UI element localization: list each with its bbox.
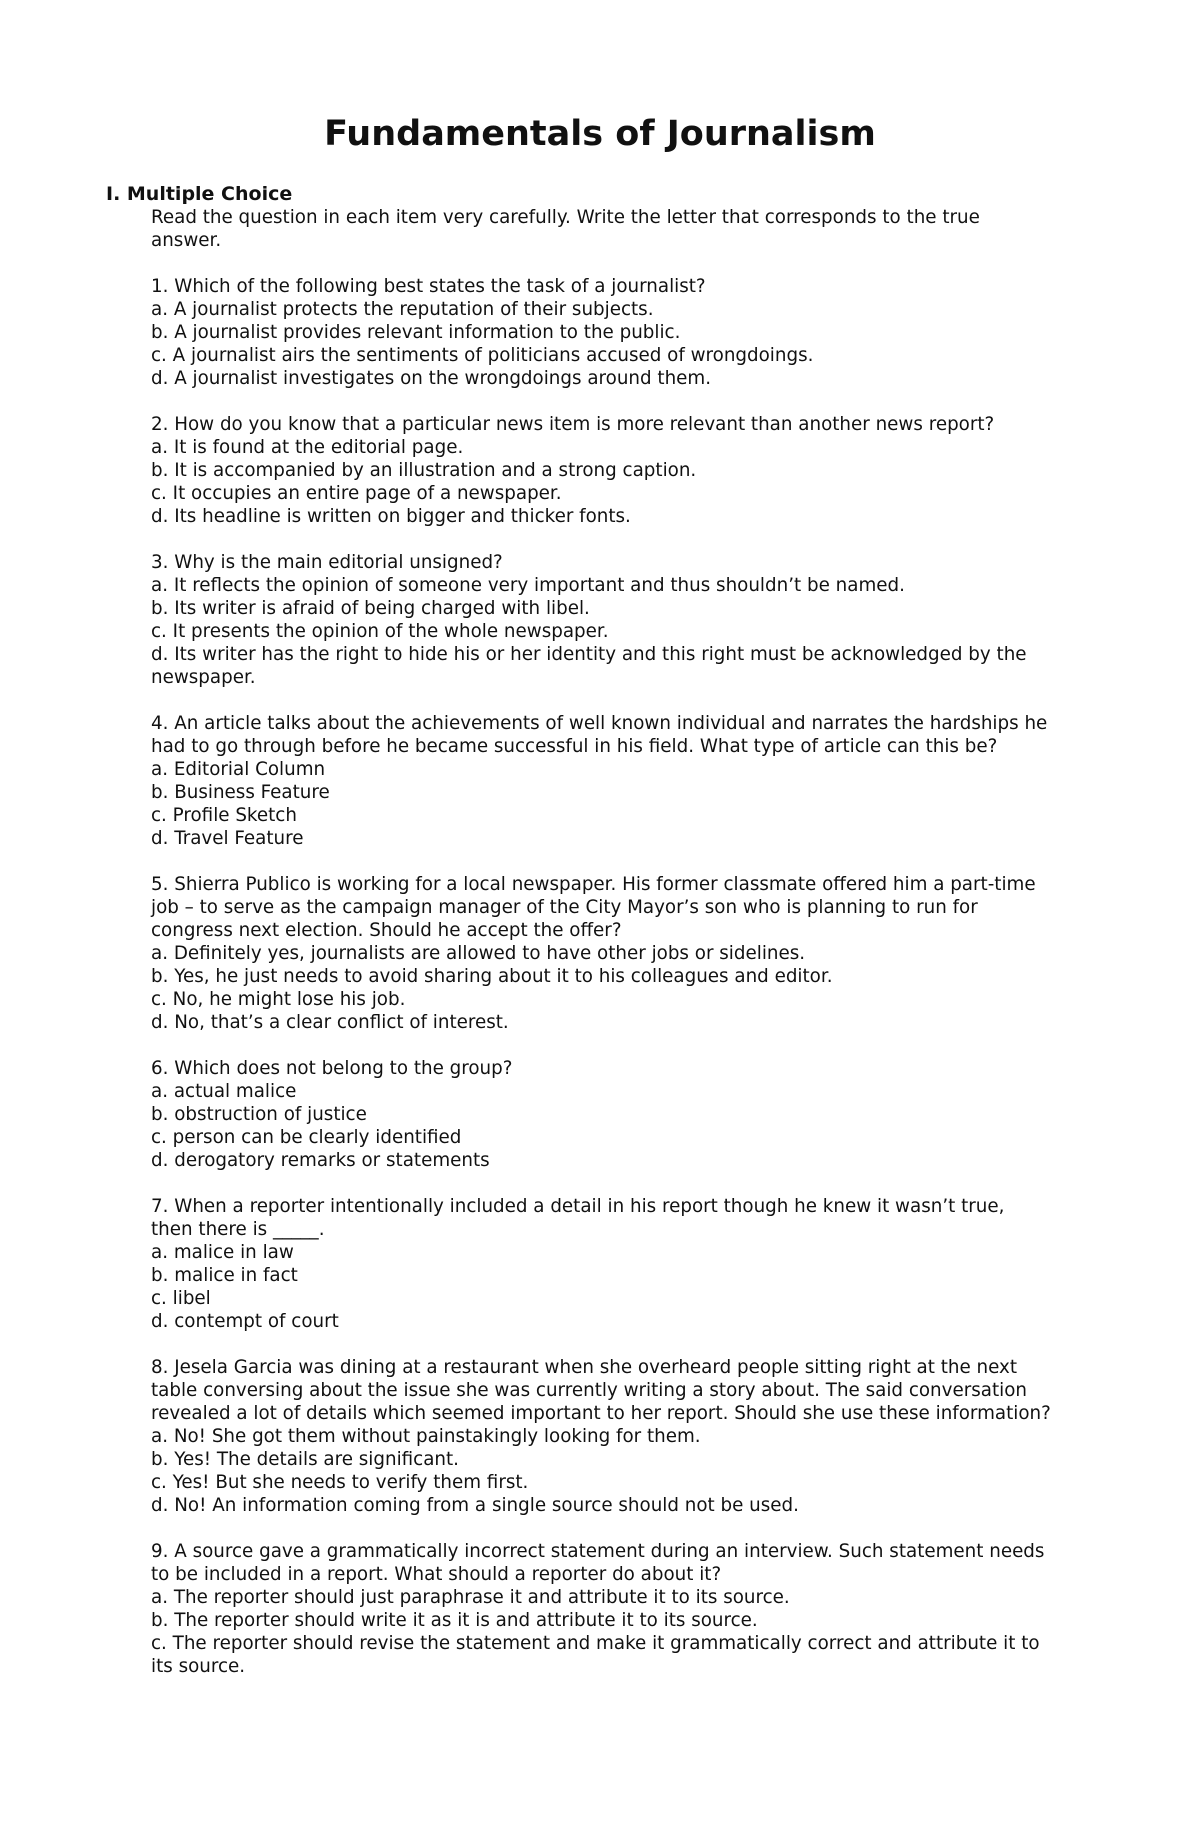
option-b: b. The reporter should write it as it is and attribute it to its source. <box>151 1610 758 1631</box>
option-c: c. Yes! But she needs to verify them first. <box>151 1472 529 1493</box>
question-text: 4. An article talks about the achievements of well known individual and narrates the hardships he had to go through before he became successful in his field. What type of article can this be? <box>151 713 1048 757</box>
question-text: 6. Which does not belong to the group? <box>151 1058 513 1079</box>
question-text: 8. Jesela Garcia was dining at a restaurant when she overheard people sitting right at the next table conversing about the issue she was currently writing a story about. The said conversation revealed a lot of details which seemed important to her report. Should she use these information? <box>151 1357 1051 1424</box>
question-text: 3. Why is the main editorial unsigned? <box>151 552 503 573</box>
option-d: d. No, that’s a clear conflict of interest. <box>151 1012 509 1033</box>
question-6 <box>151 1057 1051 1172</box>
question-8 <box>151 1356 1051 1517</box>
option-a: a. malice in law <box>151 1242 294 1263</box>
option-b: b. obstruction of justice <box>151 1104 367 1125</box>
option-a: a. The reporter should just paraphrase it and attribute it to its source. <box>151 1587 790 1608</box>
option-c: c. It presents the opinion of the whole newspaper. <box>151 621 609 642</box>
option-d: d. contempt of court <box>151 1311 339 1332</box>
question-4 <box>151 712 1051 850</box>
document-title: Fundamentals of Journalism <box>324 114 876 154</box>
option-b: b. Its writer is afraid of being charged with libel. <box>151 598 590 619</box>
option-a: a. No! She got them without painstakingly looking for them. <box>151 1426 701 1447</box>
option-b: b. Yes, he just needs to avoid sharing about it to his colleagues and editor. <box>151 966 833 987</box>
question-text: 5. Shierra Publico is working for a local newspaper. His former classmate offered him a part-time job – to serve as the campaign manager of the City Mayor’s son who is planning to run for congress next election. Should he accept the offer? <box>151 874 1036 941</box>
question-text: 1. Which of the following best states the task of a journalist? <box>151 276 706 297</box>
option-d: d. No! An information coming from a single source should not be used. <box>151 1495 799 1516</box>
option-c: c. No, he might lose his job. <box>151 989 406 1010</box>
section-instructions: Read the question in each item very carefully. Write the letter that corresponds to the true answer. <box>151 207 980 251</box>
option-b: b. It is accompanied by an illustration and a strong caption. <box>151 460 697 481</box>
question-7 <box>151 1195 1051 1333</box>
option-c: c. The reporter should revise the statement and make it grammatically correct and attribute it to its source. <box>151 1633 1040 1677</box>
question-3 <box>151 551 1051 689</box>
option-a: a. A journalist protects the reputation of their subjects. <box>151 299 654 320</box>
question-5 <box>151 873 1051 1034</box>
option-a: a. actual malice <box>151 1081 297 1102</box>
question-text: 2. How do you know that a particular news item is more relevant than another news report? <box>151 414 995 435</box>
question-2 <box>151 413 1051 528</box>
option-c: c. A journalist airs the sentiments of politicians accused of wrongdoings. <box>151 345 814 366</box>
option-d: d. Its headline is written on bigger and thicker fonts. <box>151 506 631 527</box>
option-a: a. Definitely yes, journalists are allowed to have other jobs or sidelines. <box>151 943 806 964</box>
option-a: a. It reflects the opinion of someone very important and thus shouldn’t be named. <box>151 575 905 596</box>
option-b: b. Yes! The details are significant. <box>151 1449 459 1470</box>
option-c: c. person can be clearly identified <box>151 1127 462 1148</box>
option-d: d. Its writer has the right to hide his or her identity and this right must be acknowledged by the newspaper. <box>151 644 1027 688</box>
option-d: d. A journalist investigates on the wrongdoings around them. <box>151 368 712 389</box>
question-9 <box>151 1540 1051 1678</box>
option-b: b. A journalist provides relevant information to the public. <box>151 322 681 343</box>
section-body <box>151 206 1051 1701</box>
option-c: c. Profile Sketch <box>151 805 297 826</box>
option-c: c. libel <box>151 1288 211 1309</box>
option-a: a. Editorial Column <box>151 759 326 780</box>
option-d: d. derogatory remarks or statements <box>151 1150 490 1171</box>
option-c: c. It occupies an entire page of a newspaper. <box>151 483 562 504</box>
option-b: b. Business Feature <box>151 782 330 803</box>
option-d: d. Travel Feature <box>151 828 304 849</box>
option-a: a. It is found at the editorial page. <box>151 437 464 458</box>
question-text: 7. When a reporter intentionally included a detail in his report though he knew it wasn’t true, then there is _____. <box>151 1196 1005 1240</box>
question-text: 9. A source gave a grammatically incorrect statement during an interview. Such statement needs to be included in a report. What should a reporter do about it? <box>151 1541 1045 1585</box>
question-1 <box>151 275 1051 390</box>
section-heading: I. Multiple Choice <box>106 183 293 205</box>
option-b: b. malice in fact <box>151 1265 298 1286</box>
